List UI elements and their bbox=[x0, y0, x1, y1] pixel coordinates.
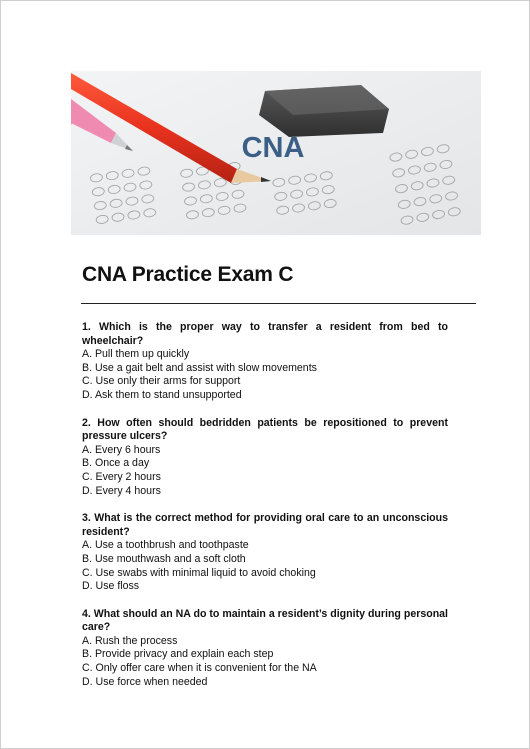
title-divider bbox=[81, 303, 476, 304]
question-4 bbox=[82, 608, 448, 690]
answer-option-c: C. Only offer care when it is convenient for the NA bbox=[82, 662, 317, 675]
answer-option-a: A. Rush the process bbox=[82, 634, 178, 647]
answer-option-c: C. Every 2 hours bbox=[82, 470, 161, 483]
answer-option-a: A. Every 6 hours bbox=[82, 443, 161, 456]
page-title: CNA Practice Exam C bbox=[82, 263, 294, 286]
hero-badge-text: CNA bbox=[241, 132, 305, 164]
question-3 bbox=[82, 512, 448, 594]
question-2 bbox=[82, 417, 448, 499]
question-text: 1. Which is the proper way to transfer a resident from bed to wheelchair? bbox=[82, 321, 448, 347]
exam-sheet-illustration bbox=[71, 71, 481, 235]
question-text: 3. What is the correct method for providing oral care to an unconscious resident? bbox=[82, 512, 448, 538]
answer-option-d: D. Use force when needed bbox=[82, 675, 208, 688]
answer-option-b: B. Provide privacy and explain each step bbox=[82, 648, 274, 661]
eraser-icon bbox=[259, 85, 389, 137]
answer-option-c: C. Use only their arms for support bbox=[82, 375, 241, 388]
answer-option-d: D. Every 4 hours bbox=[82, 484, 161, 497]
answer-option-b: B. Use a gait belt and assist with slow movements bbox=[82, 361, 317, 374]
answer-option-a: A. Use a toothbrush and toothpaste bbox=[82, 539, 249, 552]
answer-option-d: D. Use floss bbox=[82, 580, 140, 593]
hero-image bbox=[71, 71, 481, 235]
answer-option-a: A. Pull them up quickly bbox=[82, 348, 190, 361]
answer-option-b: B. Use mouthwash and a soft cloth bbox=[82, 552, 246, 565]
question-text: 2. How often should bedridden patients be repositioned to prevent pressure ulcers? bbox=[82, 416, 448, 443]
answer-option-c: C. Use swabs with minimal liquid to avoid choking bbox=[82, 566, 316, 579]
answer-option-d: D. Ask them to stand unsupported bbox=[82, 388, 242, 401]
question-text: 4. What should an NA do to maintain a resident’s dignity during personal care? bbox=[82, 607, 448, 634]
answer-option-b: B. Once a day bbox=[82, 457, 150, 470]
question-list bbox=[82, 321, 448, 703]
question-1 bbox=[82, 321, 448, 403]
